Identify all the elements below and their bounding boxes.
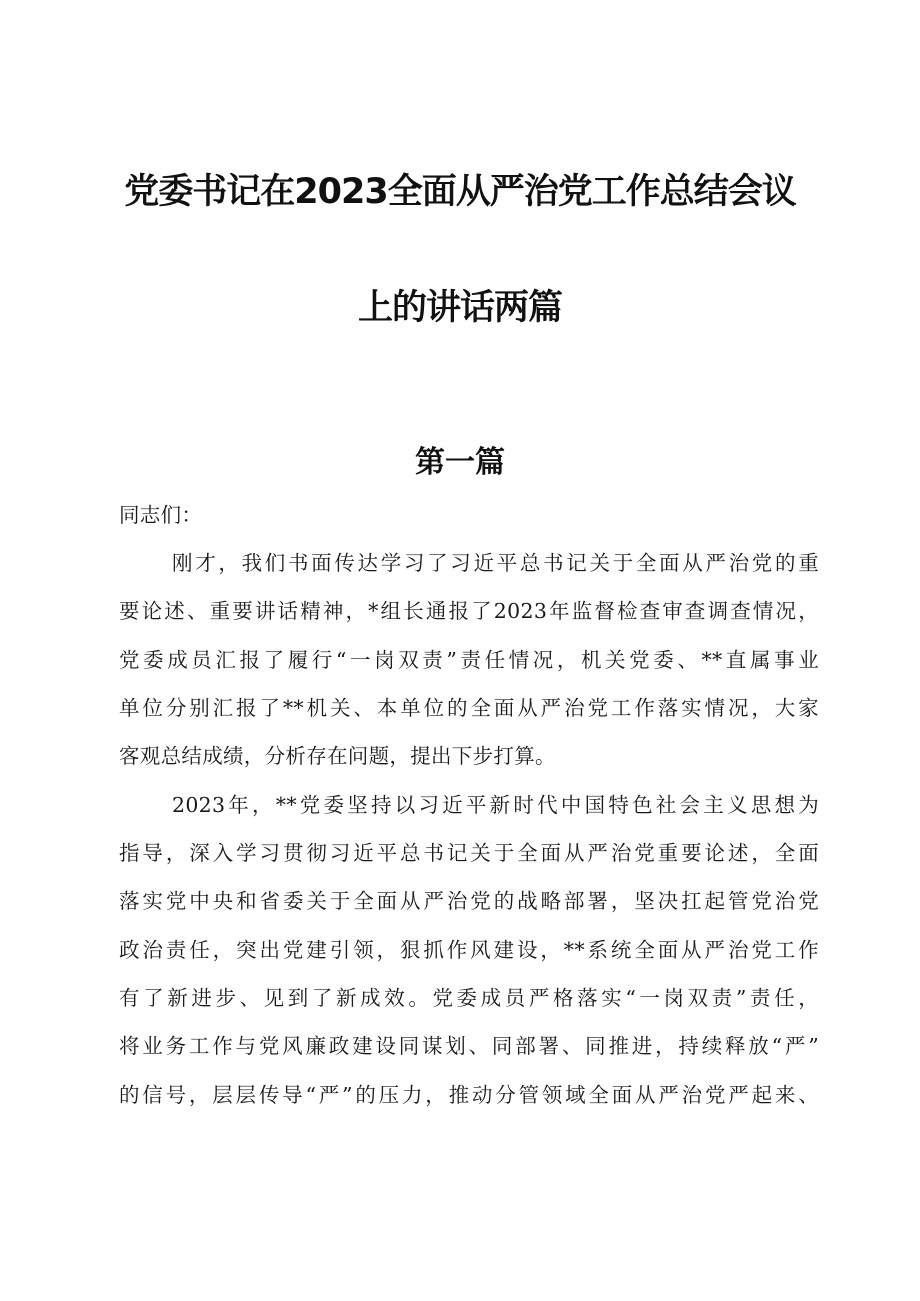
document-title-line-1: 党委书记在2023全面从严治党工作总结会议: [124, 172, 796, 212]
paragraph-2-line-5: 有了新进步、见到了新成效。党委成员严格落实“一岗双责”责任，: [119, 986, 819, 1010]
paragraph-2-line-4: 政治责任，突出党建引领，狠抓作风建设，**系统全面从严治党工作: [119, 938, 819, 962]
paragraph-1-line-5: 客观总结成绩，分析存在问题，提出下步打算。: [119, 744, 556, 768]
paragraph-2-line-2: 指导，深入学习贯彻习近平总书记关于全面从严治党重要论述，全面: [119, 841, 819, 865]
paragraph-1-line-2: 要论述、重要讲话精神，*组长通报了2023年监督检查审查调查情况，: [119, 599, 819, 623]
section-heading: 第一篇: [415, 445, 505, 480]
paragraph-2-line-6: 将业务工作与党风廉政建设同谋划、同部署、同推进，持续释放“严”: [119, 1034, 819, 1058]
greeting: 同志们：: [119, 503, 203, 527]
document-title-line-2: 上的讲话两篇: [357, 288, 562, 328]
paragraph-2-line-3: 落实党中央和省委关于全面从严治党的战略部署，坚决扛起管党治党: [119, 889, 819, 913]
paragraph-2-line-1: 2023年，**党委坚持以习近平新时代中国特色社会主义思想为: [172, 793, 819, 817]
paragraph-1-line-1: 刚才，我们书面传达学习了习近平总书记关于全面从严治党的重: [172, 551, 819, 575]
paragraph-2-line-7: 的信号，层层传导“严”的压力，推动分管领域全面从严治党严起来、: [119, 1083, 819, 1107]
paragraph-1-line-4: 单位分别汇报了**机关、本单位的全面从严治党工作落实情况，大家: [119, 696, 819, 720]
paragraph-1-line-3: 党委成员汇报了履行“一岗双责”责任情况，机关党委、**直属事业: [119, 648, 819, 672]
